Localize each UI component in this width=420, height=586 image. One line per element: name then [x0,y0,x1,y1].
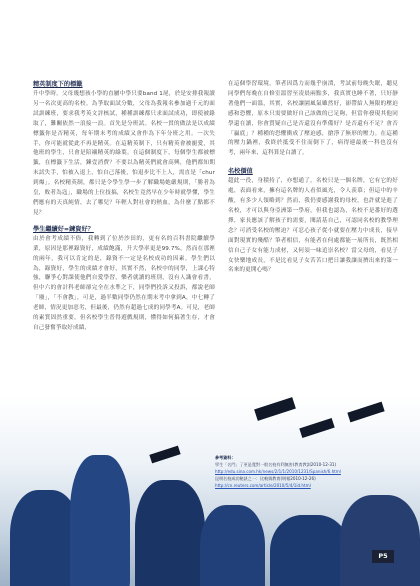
section-title: 精英制度下的標籤 [33,81,83,88]
graduate-figure [340,495,420,586]
article-paragraph: 超此一役，身積持了，亦想通了。名校只是一個名牌，它有它的好處，表面看來，擁有這名牌的人看似風光，令人羨慕；但這中的辛酸，有多少人領略到？然而，我仍要感謝我的母校，也許就是進了名校，才可以與身亞洲第一學府，但我也認為，名校不是番好的選擇，家長應該了解孩子的需要，閱請基自己，可認同名校的教學理念？可消受名校的壓迫？可忍心孩子從小就要在壓力中成長，接早面對現實的殘酷？筆者相信，有能者在何處都能一展所長，既然相信自己子女有能力成材，又何須一味追崇名校？當父母的，看見子女快樂地成長，不是比看見子女苦苦口把日讓我讓而擠出來的第一名來的更開心嗎？ [228,178,398,274]
graduate-figure [200,505,265,586]
section-title: 學生繼續好=鍊資好？ [33,225,94,233]
references-title: 參考資料： [215,455,236,460]
left-column [33,80,221,334]
reference-link[interactable]: http://cn.reuters.com/article/2010/5/4/1id.html [215,483,311,488]
reference-link[interactable]: http://edu.sina.com.hk/news/2/1/1/2010/1231/Spanish/6.html [215,469,341,474]
section-title: 名校價值 [228,168,253,176]
article-paragraph: 由於會考成績不俗，我轉到了位於沙田的，更有名的百科書院繼續學業，原因是那裡錄資好，成績飽滿，升大學率更是99.7%，然而在那裡的兩年，我可以肯定的是，錄資不一定是名校成功的因素。學生們以為，錄資好，學生的成績才會好，其實不然，名校中的同學，上課心特強，聯爭心對課使他們自愛學習，樂者就讀的班別，沒有人識會看書，但中六的會計科老師卻完全在水準之下，同學們投訴又投訴，都說老師「廢」，「不會教」，可是，過半數同學仍然在期末考中拿到A，中七轉了老師，情況更加惡劣，但最後，仍然有超過七成的同學考A。可見，老師的素質固然重要，但名校學生普得遊戲規則，懂得如何搞著生存，才會自己發奮爭取好成績， [33,235,215,331]
reference-entry: 學生「名門」了更是寬對一般名校有利無害(教育教訓2010-12-31) [215,462,337,467]
graduation-photo [0,395,420,586]
article-paragraph: 升中學時，父母幾想孩小學的直屬中學只要band 1尾，於是安排我報讀另一名次更高的名校。為爭取面試分數，父母為我報名參加過千元的面試訓練班，要求我考英文評核試，種種訓練都只求面試成功，即使被錄取了，難關依然一浪接一浪。首先是分班試。名校一貫的做法是以成績標籤你是否精英，每年期末考的成績又會作為下年分班之用。一次失手，你可能就從此不再是精英。在這精英制下，只有精英會被寵愛，其他班的學生，只會是陪襯精英的綠葉。在這個制度下，每個學生都被標籤，在標籤下生活，鍊壹消費？不要以為精英們就會高興，他們都知期末試失手，怕被入退上，怕自己落後，怕退步比不上人，需直是「chur 到爆」。名校精英制，都只是令學生學一步了解職場她嚴規則，「勝者為皇，敗者為寇」，職場的上位技搞，名校生竟然早在少年時就學懂，學生們應有的天真純情，去了哪兒？年輕人對社會的熱血，為什麼了點都不見？ [33,91,221,216]
reference-entry: 昆明名校成功秘訣之一：比較與教育(明報2010-12-26) [215,476,316,481]
right-column [228,80,398,276]
references [215,454,383,489]
graduate-figure [135,480,205,586]
page-number-badge: P5 [372,550,394,563]
article-paragraph: 在這個學習環境，筆者因爲力而幾乎崩潰，考試前每晚失眠，聽見同學們每晚在自修室溫習至凌晨兩點多，我真實也睡不著，只好靜著他們一面溫，其實，名校讓園風氣雖然好，卻帶給人無限的壓迫感和恐懼，原本只需要做好自己該做的已足夠，但當你發現其他同學還在讀，你會質疑自己是否還沒有準備好？是否還有不足？會否「贏底」？種種的恐懼衝成了壓迫感，搶淨了無形的壓力。在這種的壓力鍋裡，我終於抵受不住而倒下了，病得連最後一科也沒有考，兩年來，這科算是白讀了。 [228,81,398,157]
graduate-figure [70,455,130,586]
graduate-figure [270,515,350,586]
